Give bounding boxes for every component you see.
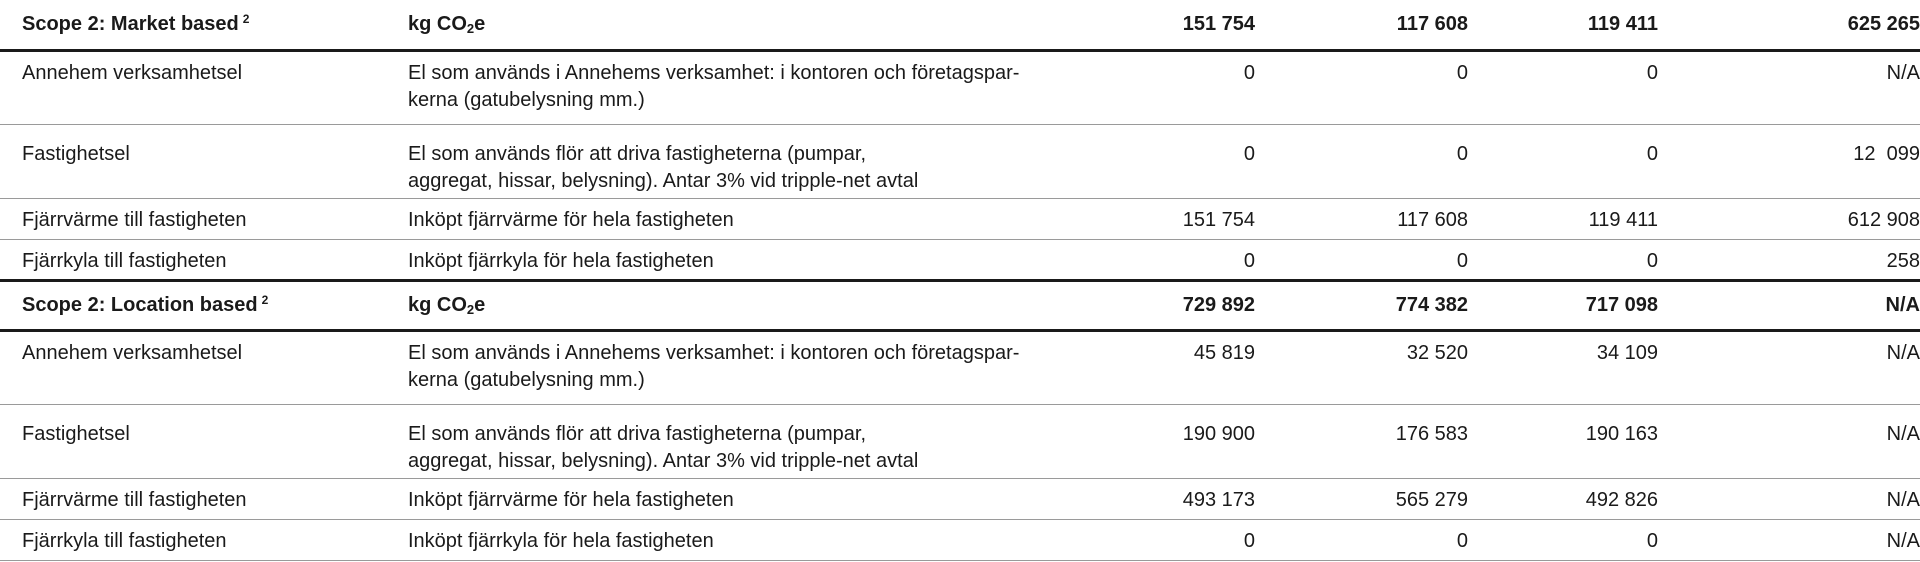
row-value-4: N/A: [1738, 519, 1920, 560]
total-value-1: 151 754: [1120, 0, 1338, 50]
row-name: Fjärrvärme till fastigheten: [0, 478, 402, 519]
total-value-2: 117 608: [1338, 0, 1538, 50]
row-name: Annehem verksamhetsel: [0, 50, 402, 124]
row-value-4: 258: [1738, 239, 1920, 280]
total-value-2: 774 382: [1338, 280, 1538, 330]
row-name: Fjärrkyla till fastigheten: [0, 519, 402, 560]
section-header-location-based: [0, 280, 1920, 330]
table-row: [0, 239, 1920, 280]
row-value-3: 0: [1538, 50, 1738, 124]
row-value-1: 493 173: [1120, 478, 1338, 519]
table-row: [0, 50, 1920, 124]
row-value-4: N/A: [1738, 404, 1920, 478]
row-value-3: 0: [1538, 519, 1738, 560]
row-value-3: 119 411: [1538, 198, 1738, 239]
row-name: Fastighetsel: [0, 124, 402, 198]
total-value-3: 717 098: [1538, 280, 1738, 330]
row-description: El som används flör att driva fastigheterna (pumpar, aggregat, hissar, belysning). Antar 3% vid tripple-net avtal: [402, 124, 1120, 198]
row-value-2: 0: [1338, 239, 1538, 280]
total-value-4: N/A: [1738, 280, 1920, 330]
row-value-2: 565 279: [1338, 478, 1538, 519]
row-name: Fastighetsel: [0, 404, 402, 478]
row-value-2: 0: [1338, 124, 1538, 198]
row-value-2: 0: [1338, 519, 1538, 560]
total-value-1: 729 892: [1120, 280, 1338, 330]
row-description: El som används i Annehems verksamhet: i kontoren och företagspar- kerna (gatubelysning mm.): [402, 50, 1120, 124]
row-description: El som används flör att driva fastigheterna (pumpar, aggregat, hissar, belysning). Antar 3% vid tripple-net avtal: [402, 404, 1120, 478]
section-header-market-based: [0, 0, 1920, 50]
table-row: [0, 330, 1920, 404]
row-value-2: 117 608: [1338, 198, 1538, 239]
unit-label: kg $CO_2e$: [402, 280, 1120, 330]
row-value-3: 190 163: [1538, 404, 1738, 478]
row-value-4: 12 099: [1738, 124, 1920, 198]
row-value-2: 176 583: [1338, 404, 1538, 478]
table-row: [0, 519, 1920, 560]
row-value-2: 0: [1338, 50, 1538, 124]
row-value-1: 151 754: [1120, 198, 1338, 239]
row-name: Fjärrkyla till fastigheten: [0, 239, 402, 280]
row-name: Annehem verksamhetsel: [0, 330, 402, 404]
row-description: Inköpt fjärrkyla för hela fastigheten: [402, 519, 1120, 560]
row-value-4: N/A: [1738, 330, 1920, 404]
section-title: Scope 2: Market based $^2$: [0, 0, 402, 50]
row-description: Inköpt fjärrkyla för hela fastigheten: [402, 239, 1120, 280]
row-value-3: 0: [1538, 239, 1738, 280]
row-value-3: 492 826: [1538, 478, 1738, 519]
row-value-1: 0: [1120, 50, 1338, 124]
footnote-marker: 2: [261, 292, 269, 307]
table-row: [0, 198, 1920, 239]
row-value-1: 45 819: [1120, 330, 1338, 404]
table-row: [0, 478, 1920, 519]
row-name: Fjärrvärme till fastigheten: [0, 198, 402, 239]
row-value-1: 0: [1120, 239, 1338, 280]
row-value-2: 32 520: [1338, 330, 1538, 404]
row-description: Inköpt fjärrvärme för hela fastigheten: [402, 478, 1120, 519]
total-value-4: 625 265: [1738, 0, 1920, 50]
row-value-1: 190 900: [1120, 404, 1338, 478]
row-value-1: 0: [1120, 519, 1338, 560]
row-value-4: N/A: [1738, 50, 1920, 124]
total-value-3: 119 411: [1538, 0, 1738, 50]
row-description: El som används i Annehems verksamhet: i kontoren och företagspar- kerna (gatubelysning mm.): [402, 330, 1120, 404]
row-description: Inköpt fjärrvärme för hela fastigheten: [402, 198, 1120, 239]
table-row: [0, 404, 1920, 478]
section-title: Scope 2: Location based $^2$: [0, 280, 402, 330]
table-row: [0, 124, 1920, 198]
row-value-1: 0: [1120, 124, 1338, 198]
footnote-marker: 2: [242, 11, 250, 26]
unit-label: kg $CO_2e$: [402, 0, 1120, 50]
row-value-3: 0: [1538, 124, 1738, 198]
row-value-4: N/A: [1738, 478, 1920, 519]
row-value-3: 34 109: [1538, 330, 1738, 404]
row-value-4: 612 908: [1738, 198, 1920, 239]
